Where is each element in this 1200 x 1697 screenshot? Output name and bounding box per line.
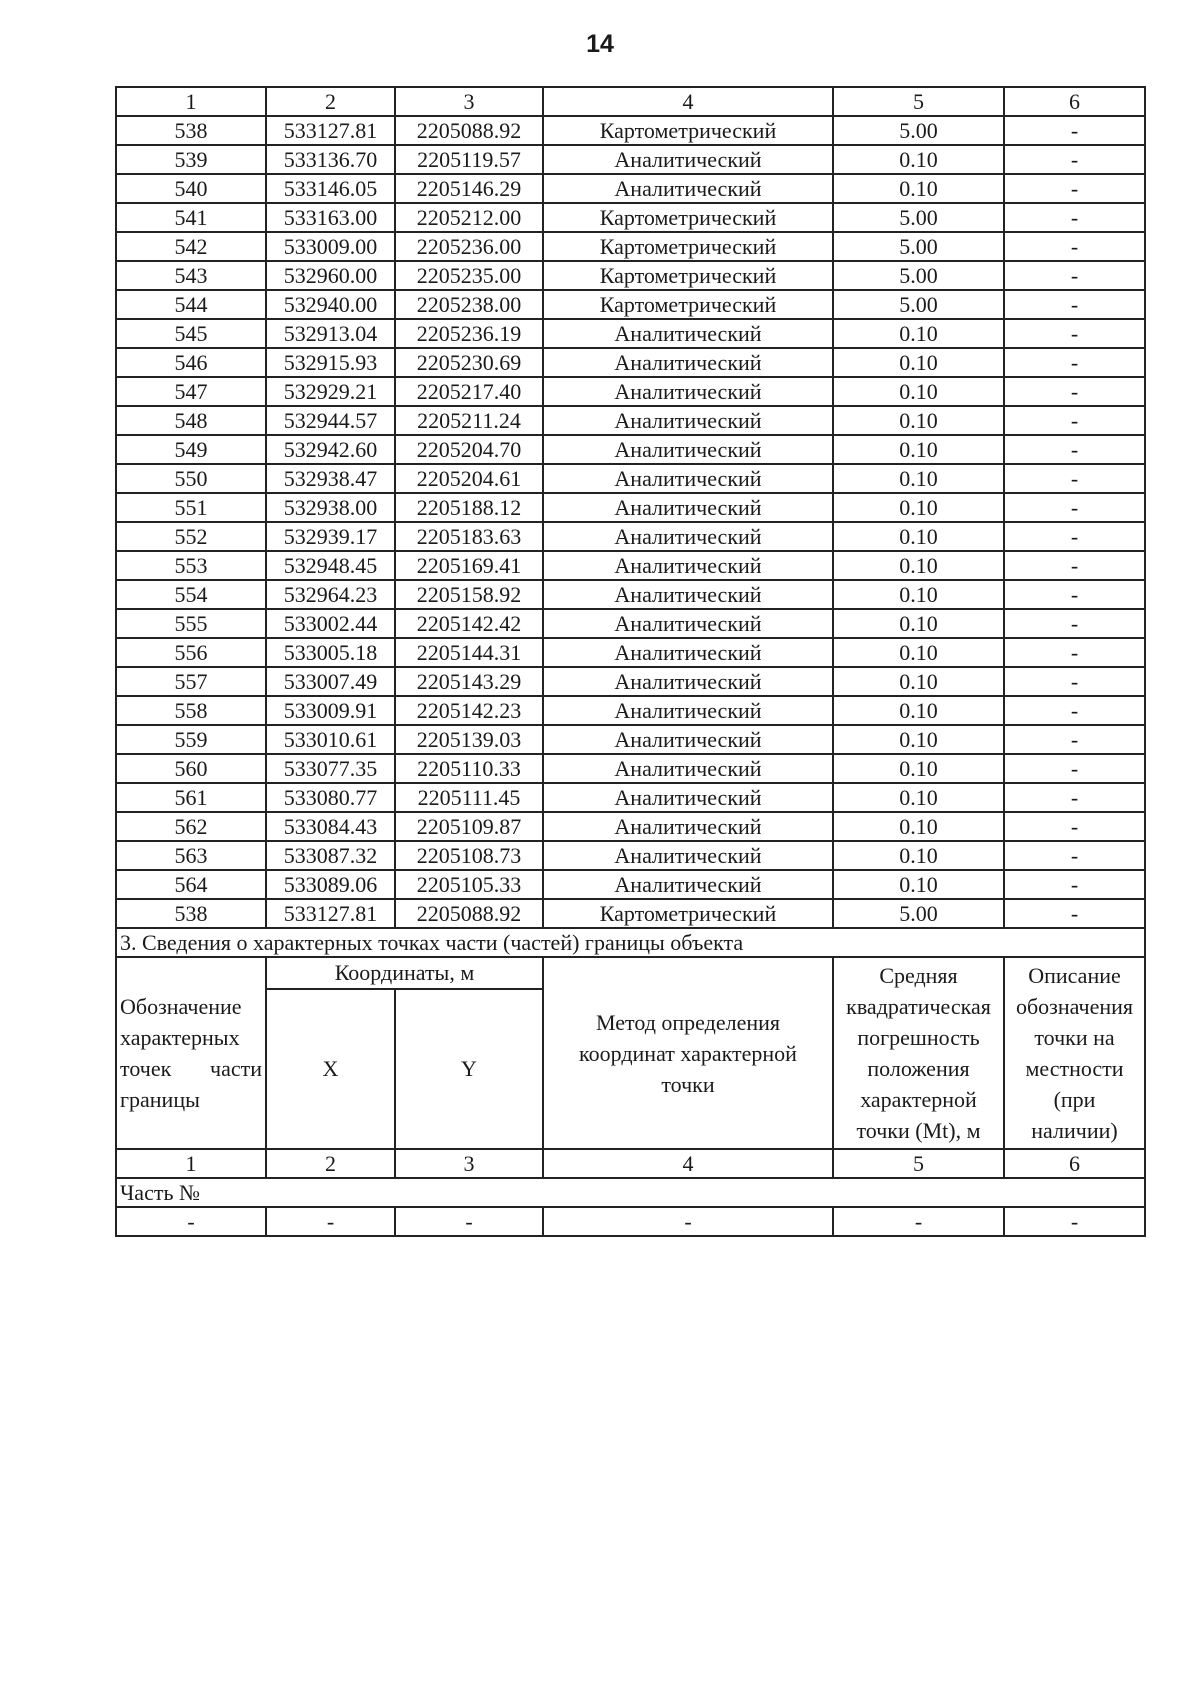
table-row [116, 812, 1145, 841]
point-number-cell: 557 [116, 667, 266, 696]
y-cell: 2205235.00 [395, 261, 543, 290]
mt-cell: 0.10 [833, 580, 1004, 609]
x-cell: 533009.91 [266, 696, 395, 725]
y-cell: 2205088.92 [395, 899, 543, 928]
x-cell: 532948.45 [266, 551, 395, 580]
col-number: 5 [833, 87, 1004, 116]
mt-cell: 0.10 [833, 754, 1004, 783]
table-row [116, 725, 1145, 754]
point-number-cell: 553 [116, 551, 266, 580]
col-number: 2 [266, 87, 395, 116]
y-cell: 2205158.92 [395, 580, 543, 609]
col-number: 6 [1004, 1149, 1145, 1178]
x-cell: 532939.17 [266, 522, 395, 551]
y-cell: 2205204.70 [395, 435, 543, 464]
point-number-cell: 545 [116, 319, 266, 348]
method-cell: Аналитический [543, 145, 833, 174]
point-number-cell: 556 [116, 638, 266, 667]
section-3-title: 3. Сведения о характерных точках части (частей) границы объекта [116, 928, 1145, 957]
header-method: Метод определения координат характерной точки [543, 957, 833, 1149]
table-row [116, 116, 1145, 145]
mt-cell: 0.10 [833, 667, 1004, 696]
col-number: 2 [266, 1149, 395, 1178]
point-number-cell: 538 [116, 899, 266, 928]
method-cell: Аналитический [543, 812, 833, 841]
x-cell: 532938.00 [266, 493, 395, 522]
method-cell: Аналитический [543, 667, 833, 696]
x-cell: 533084.43 [266, 812, 395, 841]
method-cell: Аналитический [543, 406, 833, 435]
empty-cell: - [543, 1207, 833, 1236]
method-cell: Аналитический [543, 435, 833, 464]
y-cell: 2205230.69 [395, 348, 543, 377]
mt-cell: 0.10 [833, 348, 1004, 377]
method-cell: Аналитический [543, 870, 833, 899]
table-row [116, 783, 1145, 812]
mt-cell: 5.00 [833, 232, 1004, 261]
table-row [116, 609, 1145, 638]
point-number-cell: 544 [116, 290, 266, 319]
method-cell: Аналитический [543, 638, 833, 667]
table-row [116, 638, 1145, 667]
y-cell: 2205144.31 [395, 638, 543, 667]
method-cell: Аналитический [543, 522, 833, 551]
x-cell: 533007.49 [266, 667, 395, 696]
description-cell: - [1004, 899, 1145, 928]
y-cell: 2205111.45 [395, 783, 543, 812]
description-cell: - [1004, 638, 1145, 667]
y-cell: 2205183.63 [395, 522, 543, 551]
y-cell: 2205105.33 [395, 870, 543, 899]
section-3-title-row [116, 928, 1145, 957]
mt-cell: 0.10 [833, 812, 1004, 841]
x-cell: 533136.70 [266, 145, 395, 174]
method-cell: Аналитический [543, 493, 833, 522]
description-cell: - [1004, 464, 1145, 493]
description-cell: - [1004, 261, 1145, 290]
y-cell: 2205212.00 [395, 203, 543, 232]
section-3 [116, 928, 1145, 1236]
part-label: Часть № [116, 1178, 1145, 1207]
x-cell: 533009.00 [266, 232, 395, 261]
y-cell: 2205088.92 [395, 116, 543, 145]
table-row [116, 754, 1145, 783]
description-cell: - [1004, 870, 1145, 899]
point-number-cell: 561 [116, 783, 266, 812]
table-row [116, 870, 1145, 899]
method-cell: Аналитический [543, 725, 833, 754]
y-cell: 2205236.19 [395, 319, 543, 348]
point-number-cell: 539 [116, 145, 266, 174]
point-number-cell: 542 [116, 232, 266, 261]
mt-cell: 0.10 [833, 406, 1004, 435]
point-number-cell: 543 [116, 261, 266, 290]
mt-cell: 0.10 [833, 435, 1004, 464]
y-cell: 2205204.61 [395, 464, 543, 493]
point-number-cell: 548 [116, 406, 266, 435]
x-cell: 532915.93 [266, 348, 395, 377]
point-number-cell: 540 [116, 174, 266, 203]
col-number: 1 [116, 1149, 266, 1178]
y-cell: 2205142.23 [395, 696, 543, 725]
y-cell: 2205108.73 [395, 841, 543, 870]
table-row [116, 203, 1145, 232]
x-cell: 532913.04 [266, 319, 395, 348]
table-row [116, 232, 1145, 261]
description-cell: - [1004, 203, 1145, 232]
method-cell: Картометрический [543, 899, 833, 928]
y-cell: 2205236.00 [395, 232, 543, 261]
y-cell: 2205142.42 [395, 609, 543, 638]
table-row [116, 522, 1145, 551]
description-cell: - [1004, 580, 1145, 609]
table-row [116, 145, 1145, 174]
point-number-cell: 559 [116, 725, 266, 754]
method-cell: Аналитический [543, 174, 833, 203]
table-row [116, 551, 1145, 580]
mt-cell: 0.10 [833, 551, 1004, 580]
method-cell: Картометрический [543, 116, 833, 145]
table-row [116, 377, 1145, 406]
method-cell: Аналитический [543, 841, 833, 870]
x-cell: 533002.44 [266, 609, 395, 638]
method-cell: Аналитический [543, 377, 833, 406]
mt-cell: 0.10 [833, 377, 1004, 406]
description-cell: - [1004, 667, 1145, 696]
x-cell: 533080.77 [266, 783, 395, 812]
y-cell: 2205146.29 [395, 174, 543, 203]
description-cell: - [1004, 406, 1145, 435]
description-cell: - [1004, 174, 1145, 203]
x-cell: 532938.47 [266, 464, 395, 493]
empty-cell: - [833, 1207, 1004, 1236]
method-cell: Картометрический [543, 261, 833, 290]
mt-cell: 0.10 [833, 464, 1004, 493]
x-cell: 533127.81 [266, 116, 395, 145]
x-cell: 532929.21 [266, 377, 395, 406]
mt-cell: 0.10 [833, 522, 1004, 551]
description-cell: - [1004, 812, 1145, 841]
section-3-column-number-row [116, 1149, 1145, 1178]
x-cell: 532964.23 [266, 580, 395, 609]
mt-cell: 0.10 [833, 841, 1004, 870]
y-cell: 2205188.12 [395, 493, 543, 522]
table-row [116, 174, 1145, 203]
description-cell: - [1004, 290, 1145, 319]
y-cell: 2205139.03 [395, 725, 543, 754]
point-number-cell: 558 [116, 696, 266, 725]
col-number: 5 [833, 1149, 1004, 1178]
x-cell: 533163.00 [266, 203, 395, 232]
point-number-cell: 562 [116, 812, 266, 841]
description-cell: - [1004, 841, 1145, 870]
mt-cell: 5.00 [833, 203, 1004, 232]
mt-cell: 5.00 [833, 290, 1004, 319]
y-cell: 2205119.57 [395, 145, 543, 174]
col-number: 6 [1004, 87, 1145, 116]
x-cell: 532944.57 [266, 406, 395, 435]
point-number-cell: 549 [116, 435, 266, 464]
table-row [116, 435, 1145, 464]
method-cell: Картометрический [543, 290, 833, 319]
description-cell: - [1004, 551, 1145, 580]
method-cell: Картометрический [543, 203, 833, 232]
mt-cell: 5.00 [833, 899, 1004, 928]
page-number: 14 [586, 30, 614, 58]
col-number: 1 [116, 87, 266, 116]
method-cell: Аналитический [543, 348, 833, 377]
x-cell: 532960.00 [266, 261, 395, 290]
description-cell: - [1004, 377, 1145, 406]
col-number: 4 [543, 1149, 833, 1178]
description-cell: - [1004, 754, 1145, 783]
mt-cell: 0.10 [833, 319, 1004, 348]
description-cell: - [1004, 725, 1145, 754]
header-designation: Обозначение характерных точек части границы [116, 957, 266, 1149]
x-cell: 532942.60 [266, 435, 395, 464]
method-cell: Аналитический [543, 754, 833, 783]
y-cell: 2205238.00 [395, 290, 543, 319]
col-number: 4 [543, 87, 833, 116]
point-number-cell: 552 [116, 522, 266, 551]
table-row [116, 406, 1145, 435]
table-row [116, 493, 1145, 522]
mt-cell: 0.10 [833, 696, 1004, 725]
description-cell: - [1004, 609, 1145, 638]
y-cell: 2205109.87 [395, 812, 543, 841]
description-cell: - [1004, 319, 1145, 348]
table-row [116, 667, 1145, 696]
x-cell: 532940.00 [266, 290, 395, 319]
description-cell: - [1004, 696, 1145, 725]
description-cell: - [1004, 145, 1145, 174]
empty-part-row [116, 1207, 1145, 1236]
method-cell: Аналитический [543, 580, 833, 609]
point-number-cell: 538 [116, 116, 266, 145]
table-row [116, 464, 1145, 493]
x-cell: 533146.05 [266, 174, 395, 203]
method-cell: Аналитический [543, 464, 833, 493]
method-cell: Аналитический [543, 783, 833, 812]
description-cell: - [1004, 348, 1145, 377]
header-x: X [266, 989, 395, 1149]
col-number: 3 [395, 1149, 543, 1178]
mt-cell: 5.00 [833, 261, 1004, 290]
mt-cell: 0.10 [833, 783, 1004, 812]
part-label-row [116, 1178, 1145, 1207]
y-cell: 2205211.24 [395, 406, 543, 435]
point-number-cell: 554 [116, 580, 266, 609]
empty-cell: - [116, 1207, 266, 1236]
point-number-cell: 563 [116, 841, 266, 870]
section-3-header-row [116, 957, 1145, 989]
header-desc: Описание обозначения точки на местности (при наличии) [1004, 957, 1145, 1149]
header-mt: Средняя квадратическая погрешность положения характерной точки (Mt), м [833, 957, 1004, 1149]
y-cell: 2205143.29 [395, 667, 543, 696]
column-number-row [116, 87, 1145, 116]
table-row [116, 580, 1145, 609]
y-cell: 2205217.40 [395, 377, 543, 406]
point-number-cell: 541 [116, 203, 266, 232]
method-cell: Аналитический [543, 551, 833, 580]
method-cell: Аналитический [543, 696, 833, 725]
table-row [116, 290, 1145, 319]
description-cell: - [1004, 435, 1145, 464]
header-y: Y [395, 989, 543, 1149]
mt-cell: 0.10 [833, 725, 1004, 754]
point-number-cell: 551 [116, 493, 266, 522]
point-number-cell: 560 [116, 754, 266, 783]
mt-cell: 0.10 [833, 174, 1004, 203]
points-table [115, 86, 1146, 1237]
header-coords: Координаты, м [266, 957, 543, 989]
description-cell: - [1004, 116, 1145, 145]
point-number-cell: 546 [116, 348, 266, 377]
mt-cell: 0.10 [833, 638, 1004, 667]
mt-cell: 0.10 [833, 145, 1004, 174]
y-cell: 2205110.33 [395, 754, 543, 783]
points-table-body [116, 87, 1145, 928]
mt-cell: 0.10 [833, 609, 1004, 638]
x-cell: 533005.18 [266, 638, 395, 667]
description-cell: - [1004, 522, 1145, 551]
table-row [116, 841, 1145, 870]
col-number: 3 [395, 87, 543, 116]
table-row [116, 899, 1145, 928]
method-cell: Аналитический [543, 319, 833, 348]
empty-cell: - [1004, 1207, 1145, 1236]
description-cell: - [1004, 783, 1145, 812]
table-row [116, 261, 1145, 290]
x-cell: 533010.61 [266, 725, 395, 754]
mt-cell: 0.10 [833, 870, 1004, 899]
table-row [116, 696, 1145, 725]
description-cell: - [1004, 232, 1145, 261]
point-number-cell: 564 [116, 870, 266, 899]
mt-cell: 0.10 [833, 493, 1004, 522]
method-cell: Картометрический [543, 232, 833, 261]
empty-cell: - [266, 1207, 395, 1236]
mt-cell: 5.00 [833, 116, 1004, 145]
x-cell: 533089.06 [266, 870, 395, 899]
table-row [116, 319, 1145, 348]
method-cell: Аналитический [543, 609, 833, 638]
x-cell: 533127.81 [266, 899, 395, 928]
point-number-cell: 550 [116, 464, 266, 493]
point-number-cell: 555 [116, 609, 266, 638]
point-number-cell: 547 [116, 377, 266, 406]
empty-cell: - [395, 1207, 543, 1236]
y-cell: 2205169.41 [395, 551, 543, 580]
x-cell: 533087.32 [266, 841, 395, 870]
table-row [116, 348, 1145, 377]
description-cell: - [1004, 493, 1145, 522]
x-cell: 533077.35 [266, 754, 395, 783]
